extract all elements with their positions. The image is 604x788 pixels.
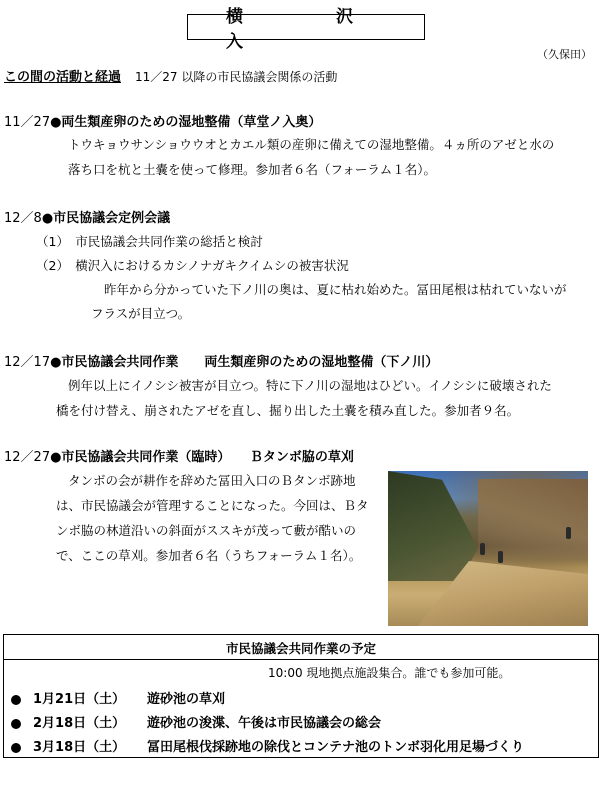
entry-title: ●市民協議会定例会議: [41, 211, 171, 226]
photo-person: [566, 527, 571, 539]
schedule-date: 1月21日（土）: [33, 692, 126, 707]
bullet-icon: [11, 695, 21, 705]
schedule-note: 10:00 現地拠点施設集合。誰でも参加可能。: [268, 666, 511, 680]
entry-date: 12／27: [4, 450, 51, 465]
schedule-item: [11, 712, 381, 731]
entry-heading: [4, 207, 170, 226]
entry-heading: [4, 111, 321, 130]
field-photo: [388, 471, 588, 626]
bullet-icon: [11, 743, 21, 753]
author-name: （久保田）: [537, 48, 592, 61]
schedule-text: 冨田尾根伐採跡地の除伐とコンテナ池のトンボ羽化用足場づくり: [147, 740, 525, 755]
entry-date: 11／27: [4, 115, 51, 130]
schedule-text: 遊砂池の草刈: [147, 692, 226, 707]
schedule-box: [3, 634, 599, 758]
entry-text-line: トウキョウサンショウウオとカエル類の産卵に備えての湿地整備。４ヵ所のアゼと水の: [68, 137, 555, 152]
page-title: 横 沢 入: [187, 14, 425, 40]
bullet-icon: [11, 719, 21, 729]
photo-hillside: [388, 471, 478, 581]
schedule-title: 市民協議会共同作業の予定: [225, 641, 376, 656]
entry-text-line: フラスが目立つ。: [91, 306, 191, 321]
section-heading-label: この間の活動と経過: [4, 70, 122, 85]
section-heading: [4, 66, 337, 85]
schedule-date: 3月18日（土）: [33, 740, 126, 755]
entry-text-line: タンボの会が耕作を辞めた冨田入口のＢタンボ跡地: [68, 473, 356, 488]
entry-date: 12／17: [4, 355, 51, 370]
schedule-text: 遊砂池の浚渫、午後は市民協議会の総会: [147, 716, 382, 731]
schedule-item: [11, 688, 225, 707]
entry-text-line: 例年以上にイノシシ被害が目立つ。特に下ノ川の湿地はひどい。イノシシに破壊された: [68, 378, 552, 393]
entry-date: 12／8: [4, 211, 42, 226]
entry-text-line: で、ここの草刈。参加者６名（うちフォーラム１名）。: [56, 548, 362, 563]
entry-list-item: （2） 横沢入におけるカシノナガキクイムシの被害状況: [36, 258, 349, 273]
entry-list-item: （1） 市民協議会共同作業の総括と検討: [36, 234, 263, 249]
section-subheading: 11／27 以降の市民協議会関係の活動: [135, 70, 338, 84]
entry-text-line: ンボ脇の林道沿いの斜面がススキが茂って藪が酷いの: [56, 523, 357, 538]
photo-trees: [478, 479, 588, 559]
entry-text-line: 橋を付け替え、崩されたアゼを直し、掘り出した土嚢を積み直した。参加者９名。: [56, 403, 520, 418]
schedule-item: [11, 736, 524, 755]
schedule-title-row: [4, 635, 598, 660]
entry-title: ●両生類産卵のための湿地整備（草堂ノ入奥）: [50, 115, 322, 130]
schedule-date: 2月18日（土）: [33, 716, 126, 731]
entry-text-line: 落ち口を杭と土嚢を使って修理。参加者６名（フォーラム１名）。: [68, 162, 437, 177]
entry-title: ●市民協議会共同作業（臨時） Ｂタンボ脇の草刈: [50, 450, 354, 465]
entry-text-line: は、市民協議会が管理することになった。今回は、Ｂタ: [56, 498, 369, 513]
entry-text-line: 昨年から分かっていた下ノ川の奥は、夏に枯れ始めた。冨田尾根は枯れていないが: [104, 282, 567, 297]
photo-person: [498, 551, 503, 563]
photo-person: [480, 543, 485, 555]
entry-heading: [4, 446, 354, 465]
entry-title: ●市民協議会共同作業 両生類産卵のための湿地整備（下ノ川）: [50, 355, 439, 370]
entry-heading: [4, 351, 438, 370]
